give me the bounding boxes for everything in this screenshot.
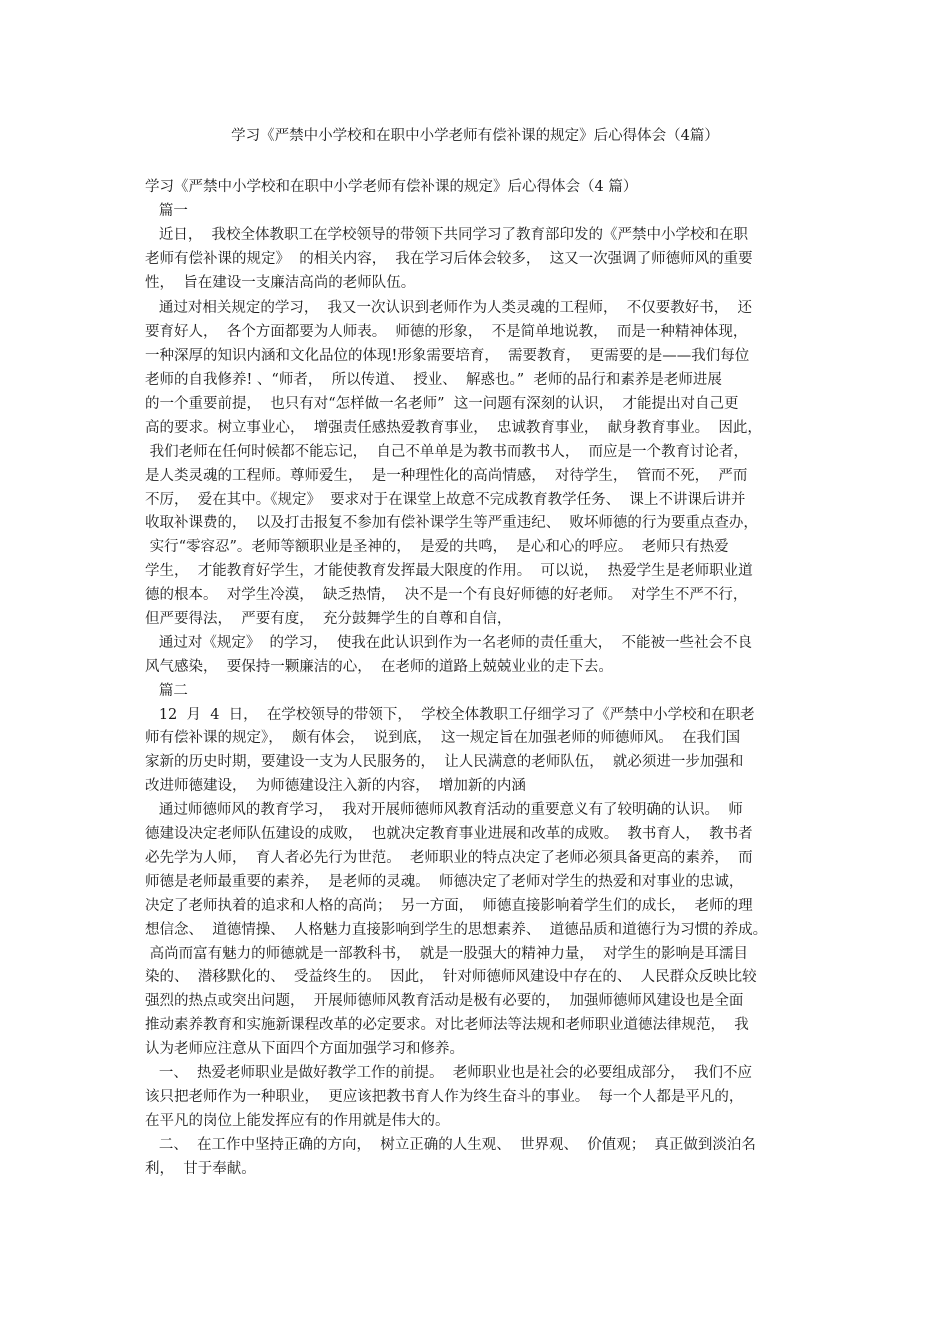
text-line: 收取补课费的， 以及打击报复不参加有偿补课学生等严重违纪、 败坏师德的行为要重点查办， <box>145 515 758 532</box>
text-line: 我们老师在任何时候都不能忘记， 自己不单单是为教书而教书人， 而应是一个教育讨论者， <box>145 443 749 460</box>
text-line: 在平凡的岗位上能发挥应有的作用就是伟大的。 <box>145 1112 450 1129</box>
text-line: 近日， 我校全体教职工在学校领导的带领下共同学习了教育部印发的《严禁中小学校和在职 <box>145 226 749 243</box>
text-line: 高尚而富有魅力的师德就是一部教科书， 就是一股强大的精神力量， 对学生的影响是耳濡目 <box>145 945 749 962</box>
text-line: 的一个重要前提， 也只有对“怎样做一名老师” 这一问题有深刻的认识， 才能提出对自己更 <box>145 396 739 413</box>
text-line: 二、 在工作中坚持正确的方向， 树立正确的人生观、 世界观、 价值观； 真正做到淡泊名 <box>145 1136 756 1153</box>
text-line: 学生， 才能教育好学生，才能使教育发挥最大限度的作用。 可以说， 热爱学生是老师职业道 <box>145 563 753 580</box>
text-line: 家新的历史时期，要建设一支为人民服务的， 让人民满意的老师队伍， 就必须进一步加强和 <box>145 754 744 771</box>
text-line: 一、 热爱老师职业是做好教学工作的前提。 老师职业也是社会的必要组成部分， 我们不应 <box>145 1064 752 1081</box>
text-line: 高的要求。树立事业心， 增强责任感热爱教育事业， 忠诚教育事业， 献身教育事业。 因此， <box>145 419 762 436</box>
text-line: 师德是老师最重要的素养， 是老师的灵魂。 师德决定了老师对学生的热爱和对事业的忠诚， <box>145 873 744 890</box>
doc-subtitle: 学习《严禁中小学校和在职中小学老师有偿补课的规定》后心得体会（4 篇） <box>145 179 638 195</box>
page-title: 学习《严禁中小学校和在职中小学老师有偿补课的规定》后心得体会（4篇） <box>231 128 719 144</box>
text-line: 师有偿补课的规定》， 颇有体会， 说到底， 这一规定旨在加强老师的师德师风。 在我们国 <box>145 730 741 747</box>
text-line: 决定了老师执着的追求和人格的高尚； 另一方面， 师德直接影响着学生们的成长， 老师的理 <box>145 897 753 914</box>
text-line: 强烈的热点或突出问题， 开展师德师风教育活动是极有必要的， 加强师德师风建设也是全面 <box>145 993 744 1010</box>
text-line: 不厉， 爱在其中。《规定》 要求对于在课堂上故意不完成教育教学任务、 课上不讲课后讲并 <box>145 491 746 508</box>
text-line: 风气感染， 要保持一颗廉洁的心， 在老师的道路上兢兢业业的走下去。 <box>145 658 613 675</box>
text-line: 改进师德建设， 为师德建设注入新的内容， 增加新的内涵 <box>145 778 526 795</box>
text-line: 实行“零容忍”。老师等额职业是圣神的， 是爱的共鸣， 是心和心的呼应。 老师只有热爱 <box>145 539 729 556</box>
text-line: 性， 旨在建设一支廉洁高尚的老师队伍。 <box>145 274 416 291</box>
text-line: 染的、 潜移默化的、 受益终生的。 因此， 针对师德师风建设中存在的、 人民群众反映比较 <box>145 969 757 986</box>
text-line: 通过对相关规定的学习， 我又一次认识到老师作为人类灵魂的工程师， 不仅要教好书， 还 <box>145 300 752 317</box>
text-line: 通过对《规定》 的学习， 使我在此认识到作为一名老师的责任重大， 不能被一些社会不良 <box>145 634 752 651</box>
text-line: 认为老师应注意从下面四个方面加强学习和修养。 <box>145 1041 464 1058</box>
text-line: 老师有偿补课的规定》 的相关内容， 我在学习后体会较多， 这又一次强调了师德师风的重要 <box>145 250 753 267</box>
text-line: 但严要得法， 严要有度， 充分鼓舞学生的自尊和自信， <box>145 611 512 628</box>
text-line: 该只把老师作为一种职业， 更应该把教书育人作为终生奋斗的事业。 每一个人都是平凡的， <box>145 1088 744 1105</box>
text-line: 德的根本。 对学生冷漠， 缺乏热情， 决不是一个有良好师德的好老师。 对学生不严不行， <box>145 587 748 604</box>
text-line: 必先学为人师， 育人者必先行为世范。 老师职业的特点决定了老师必须具备更高的素养， 而 <box>145 849 753 866</box>
text-line: 老师的自我修养! 、“师者， 所以传道、 授业、 解惑也。” 老师的品行和素养是老师进展 <box>145 372 722 389</box>
section-heading-2: 篇二 <box>145 682 188 699</box>
text-line: 要育好人， 各个方面都要为人师表。 师德的形象， 不是简单地说教， 而是一种精神体现， <box>145 324 748 341</box>
text-line: 通过师德师风的教育学习， 我对开展师德师风教育活动的重要意义有了较明确的认识。 师 <box>145 802 743 819</box>
text-line: 12 月 4 日， 在学校领导的带领下， 学校全体教职工仔细学习了《严禁中小学校和在职老 <box>145 706 755 723</box>
text-line: 德建设决定老师队伍建设的成败， 也就决定教育事业进展和改革的成败。 教书育人， 教书者 <box>145 826 753 843</box>
text-line: 利， 甘于奉献。 <box>145 1160 256 1177</box>
section-heading-1: 篇一 <box>145 202 188 219</box>
text-line: 推动素养教育和实施新课程改革的必定要求。对比老师法等法规和老师职业道德法律规范， 我 <box>145 1017 749 1034</box>
text-line: 是人类灵魂的工程师。尊师爱生， 是一种理性化的高尚情感， 对待学生， 管而不死， 严而 <box>145 467 748 484</box>
text-line: 一种深厚的知识内涵和文化品位的体现!形象需要培育， 需要教育， 更需要的是——我们每位 <box>145 348 750 365</box>
text-line: 想信念、 道德情操、 人格魅力直接影响到学生的思想素养、 道德品质和道德行为习惯的养成。 <box>145 921 768 938</box>
document-body <box>145 176 815 1181</box>
